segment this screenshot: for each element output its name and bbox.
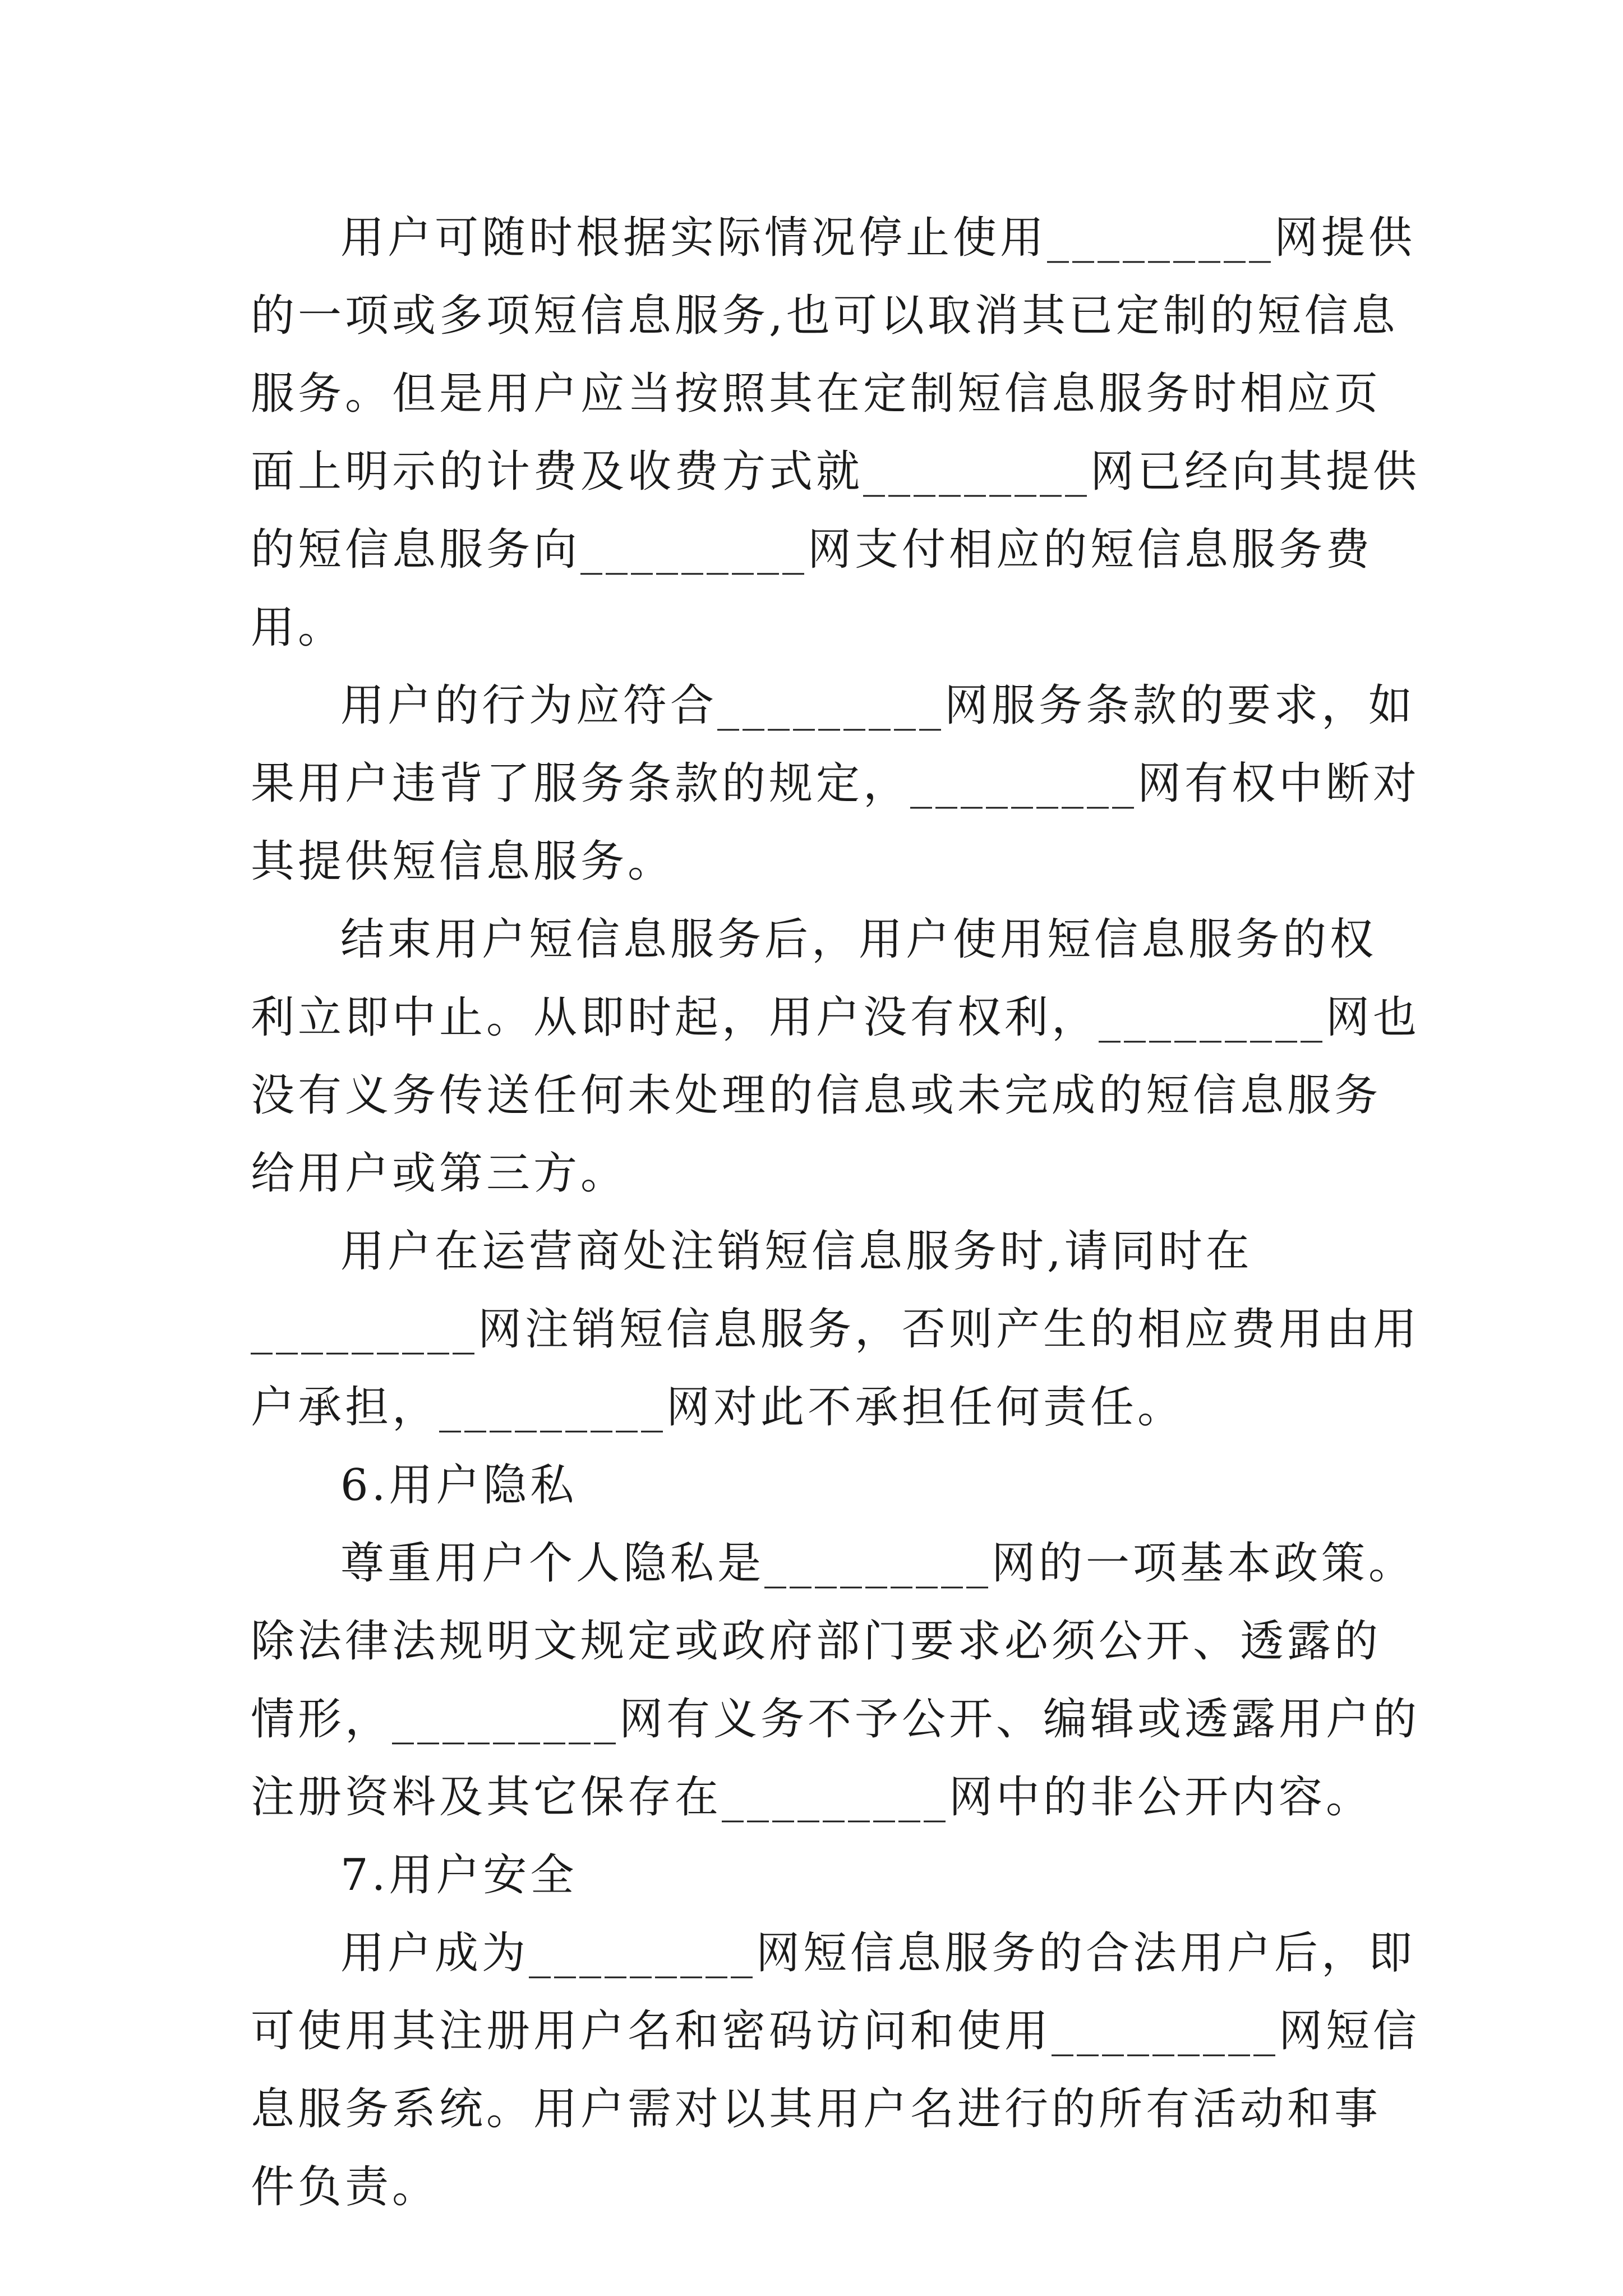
paragraph-privacy-policy: 尊重用户个人隐私是_________网的一项基本政策。除法律法规明文规定或政府部门要求必须公开、透露的情形，_________网有义务不予公开、编辑或透露用户的注册资料及其它保存在_________网中的非公开内容。 <box>251 1538 1421 1823</box>
paragraph-operator-deregistration: 用户在运营商处注销短信息服务时,请同时在_________网注销短信息服务，否则产生的相应费用由用户承担，_________网对此不承担任何责任。 <box>251 1226 1421 1433</box>
section-heading-privacy: 6.用户隐私 <box>340 1460 578 1511</box>
paragraph-service-termination: 结束用户短信息服务后，用户使用短信息服务的权利立即中止。从即时起，用户没有权利，_________网也没有义务传送任何未处理的信息或未完成的短信息服务给用户或第三方。 <box>251 914 1421 1199</box>
document-body <box>251 199 1423 2226</box>
paragraph-sms-cancellation: 用户可随时根据实际情况停止使用_________网提供的一项或多项短信息服务,也可以取消其已定制的短信息服务。但是用户应当按照其在定制短信息服务时相应页面上明示的计费及收费方式就_________网已经向其提供的短信息服务向_________网支付相应的短信息服务费用。 <box>251 213 1421 653</box>
paragraph-account-security: 用户成为_________网短信息服务的合法用户后，即可使用其注册用户名和密码访问和使用_________网短信息服务系统。用户需对以其用户名进行的所有活动和事件负责。 <box>251 1928 1421 2212</box>
section-heading-security: 7.用户安全 <box>340 1850 578 1901</box>
paragraph-user-conduct: 用户的行为应符合_________网服务条款的要求，如果用户违背了服务条款的规定，_________网有权中断对其提供短信息服务。 <box>251 680 1421 887</box>
